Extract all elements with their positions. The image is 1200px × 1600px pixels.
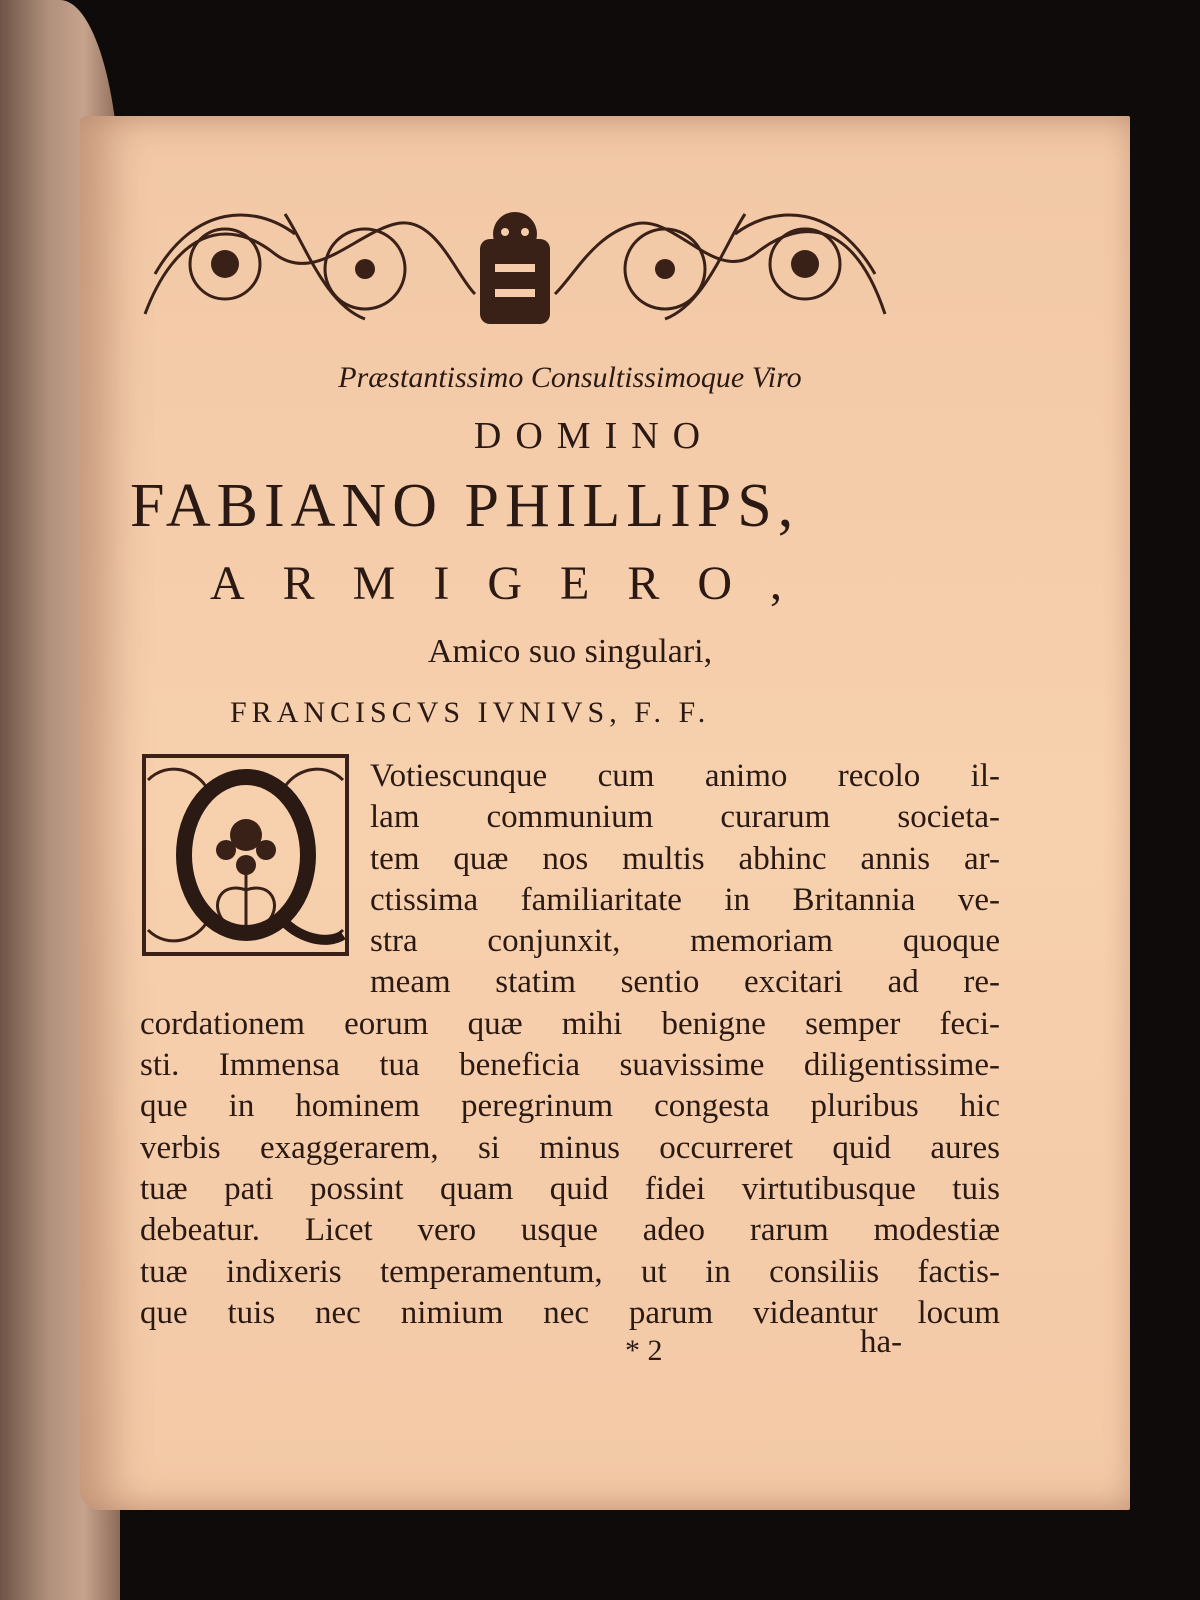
signature-mark: * 2 <box>625 1334 663 1367</box>
catchword: ha- <box>860 1324 903 1360</box>
dedication-line-2: DOMINO <box>473 415 715 457</box>
body-line: meam statim sentio excitari ad re- <box>370 964 1000 1001</box>
body-line: tuæ indixeris temperamentum, ut in consiliis factis- <box>140 1253 1000 1290</box>
body-line: stra conjunxit, memoriam quoque <box>370 923 1000 960</box>
dedication-line-1: Præstantissimo Consultissimoque Viro <box>338 361 802 394</box>
body-line: tem quæ nos multis abhinc annis ar- <box>370 840 1000 877</box>
body-line: cordationem eorum quæ mihi benigne semper feci- <box>140 1005 1000 1042</box>
author-line: FRANCISCVS IVNIVS, F. F. <box>230 696 711 729</box>
body-text <box>140 756 1000 1334</box>
body-line: que in hominem peregrinum congesta pluribus hic <box>140 1088 1000 1125</box>
body-line: ctissima familiaritate in Britannia ve- <box>370 881 1000 918</box>
body-line: verbis exaggerarem, si minus occurreret quid aures <box>140 1129 1000 1166</box>
book-page <box>80 116 1130 1510</box>
body-line: que tuis nec nimium nec parum videantur locum <box>140 1294 1000 1331</box>
dedicatee-title: ARMIGERO, <box>210 557 821 610</box>
body-line: debeatur. Licet vero usque adeo rarum modestiæ <box>140 1212 1000 1249</box>
body-line: sti. Immensa tua beneficia suavissime diligentissime- <box>140 1047 1000 1084</box>
body-line: Votiescunque cum animo recolo il- <box>370 758 1000 794</box>
ornamental-headpiece <box>135 194 895 334</box>
body-line: lam communium curarum societa- <box>370 799 1000 836</box>
dedication-line-5: Amico suo singulari, <box>427 633 713 670</box>
body-line: tuæ pati possint quam quid fidei virtutibusque tuis <box>140 1170 1000 1207</box>
dedicatee-name: FABIANO PHILLIPS, <box>130 472 800 540</box>
